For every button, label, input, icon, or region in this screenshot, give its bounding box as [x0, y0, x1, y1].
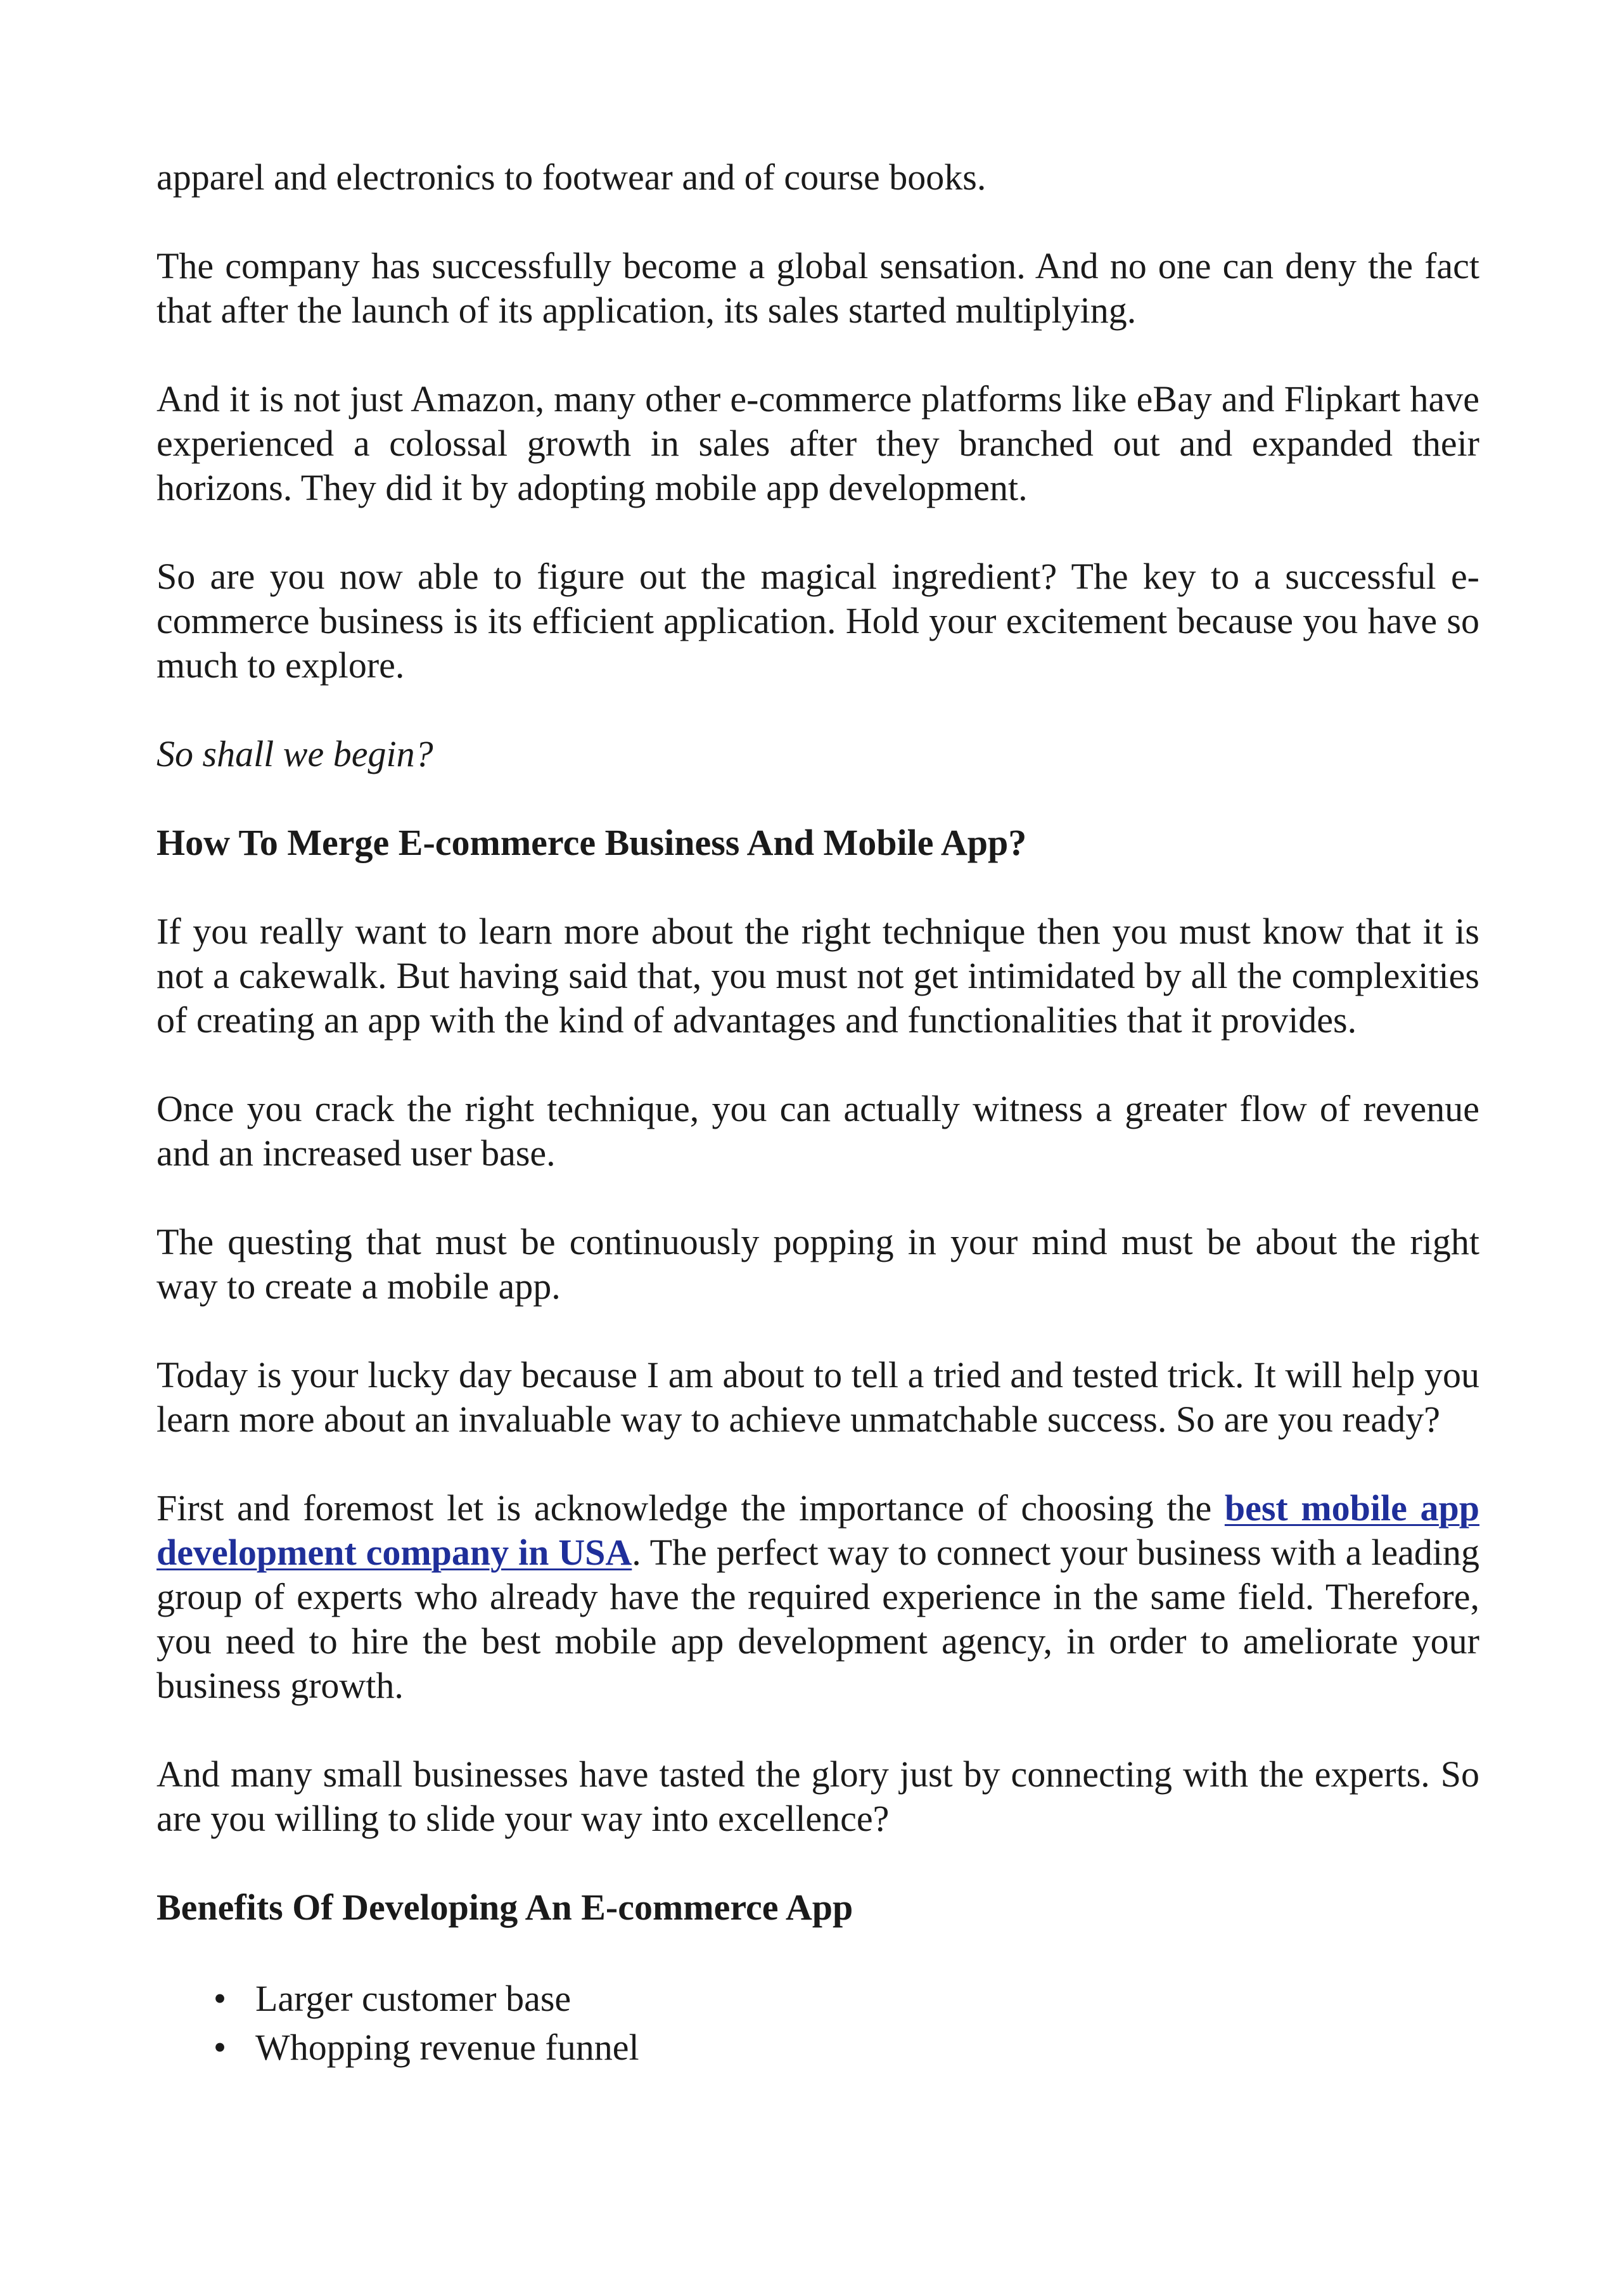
- link-paragraph-after-text: . The perfect way to connect your business with a leading group of experts who already have the required experience in the same field. Therefore, you need to hire the best mobile app development agency, in order to ameliorate your business growth.: [156, 1532, 1479, 1706]
- list-item: [207, 2023, 1479, 2072]
- section-heading-merge: How To Merge E-commerce Business And Mobile App?: [156, 822, 1027, 863]
- list-item-label: Larger customer base: [255, 1978, 572, 2019]
- document-page: [156, 155, 1479, 2072]
- list-item-label: Whopping revenue funnel: [255, 2027, 639, 2068]
- paragraph-magical-ingredient: So are you now able to figure out the magical ingredient? The key to a successful e-commerce business is its efficient application. Hold your excitement because you have so much to explore.: [156, 556, 1479, 686]
- best-mobile-app-company-link[interactable]: best mobile app development company in USA: [156, 1487, 1479, 1573]
- benefits-list: [156, 1974, 1479, 2072]
- paragraph-first-and-foremost: [156, 1486, 1479, 1708]
- paragraph-questing: The questing that must be continuously popping in your mind must be about the right way to create a mobile app.: [156, 1221, 1479, 1307]
- paragraph-right-technique: If you really want to learn more about the right technique then you must know that it is not a cakewalk. But having said that, you must not get intimidated by all the complexities of creating an app with the kind of advantages and functionalities that it provides.: [156, 911, 1479, 1041]
- bullet-icon: •: [213, 2027, 227, 2068]
- paragraph-other-platforms: And it is not just Amazon, many other e-commerce platforms like eBay and Flipkart have experienced a colossal growth in sales after they branched out and expanded their horizons. They did it by adopting mobile app development.: [156, 378, 1479, 508]
- link-paragraph-before-text: First and foremost let is acknowledge the importance of choosing the: [156, 1487, 1225, 1529]
- paragraph-lucky-day: Today is your lucky day because I am about to tell a tried and tested trick. It will help you learn more about an invaluable way to achieve unmatchable success. So are you ready?: [156, 1354, 1479, 1440]
- paragraph-global-sensation: The company has successfully become a global sensation. And no one can deny the fact that after the launch of its application, its sales started multiplying.: [156, 245, 1479, 331]
- paragraph-crack-technique: Once you crack the right technique, you can actually witness a greater flow of revenue and an increased user base.: [156, 1088, 1479, 1174]
- paragraph-shall-we-begin: So shall we begin?: [156, 733, 433, 774]
- bullet-icon: •: [213, 1978, 227, 2019]
- paragraph-small-businesses: And many small businesses have tasted the glory just by connecting with the experts. So are you willing to slide your way into excellence?: [156, 1754, 1479, 1839]
- section-heading-benefits: Benefits Of Developing An E-commerce App: [156, 1887, 853, 1928]
- list-item: [207, 1974, 1479, 2023]
- paragraph-intro-continuation: apparel and electronics to footwear and of course books.: [156, 157, 987, 198]
